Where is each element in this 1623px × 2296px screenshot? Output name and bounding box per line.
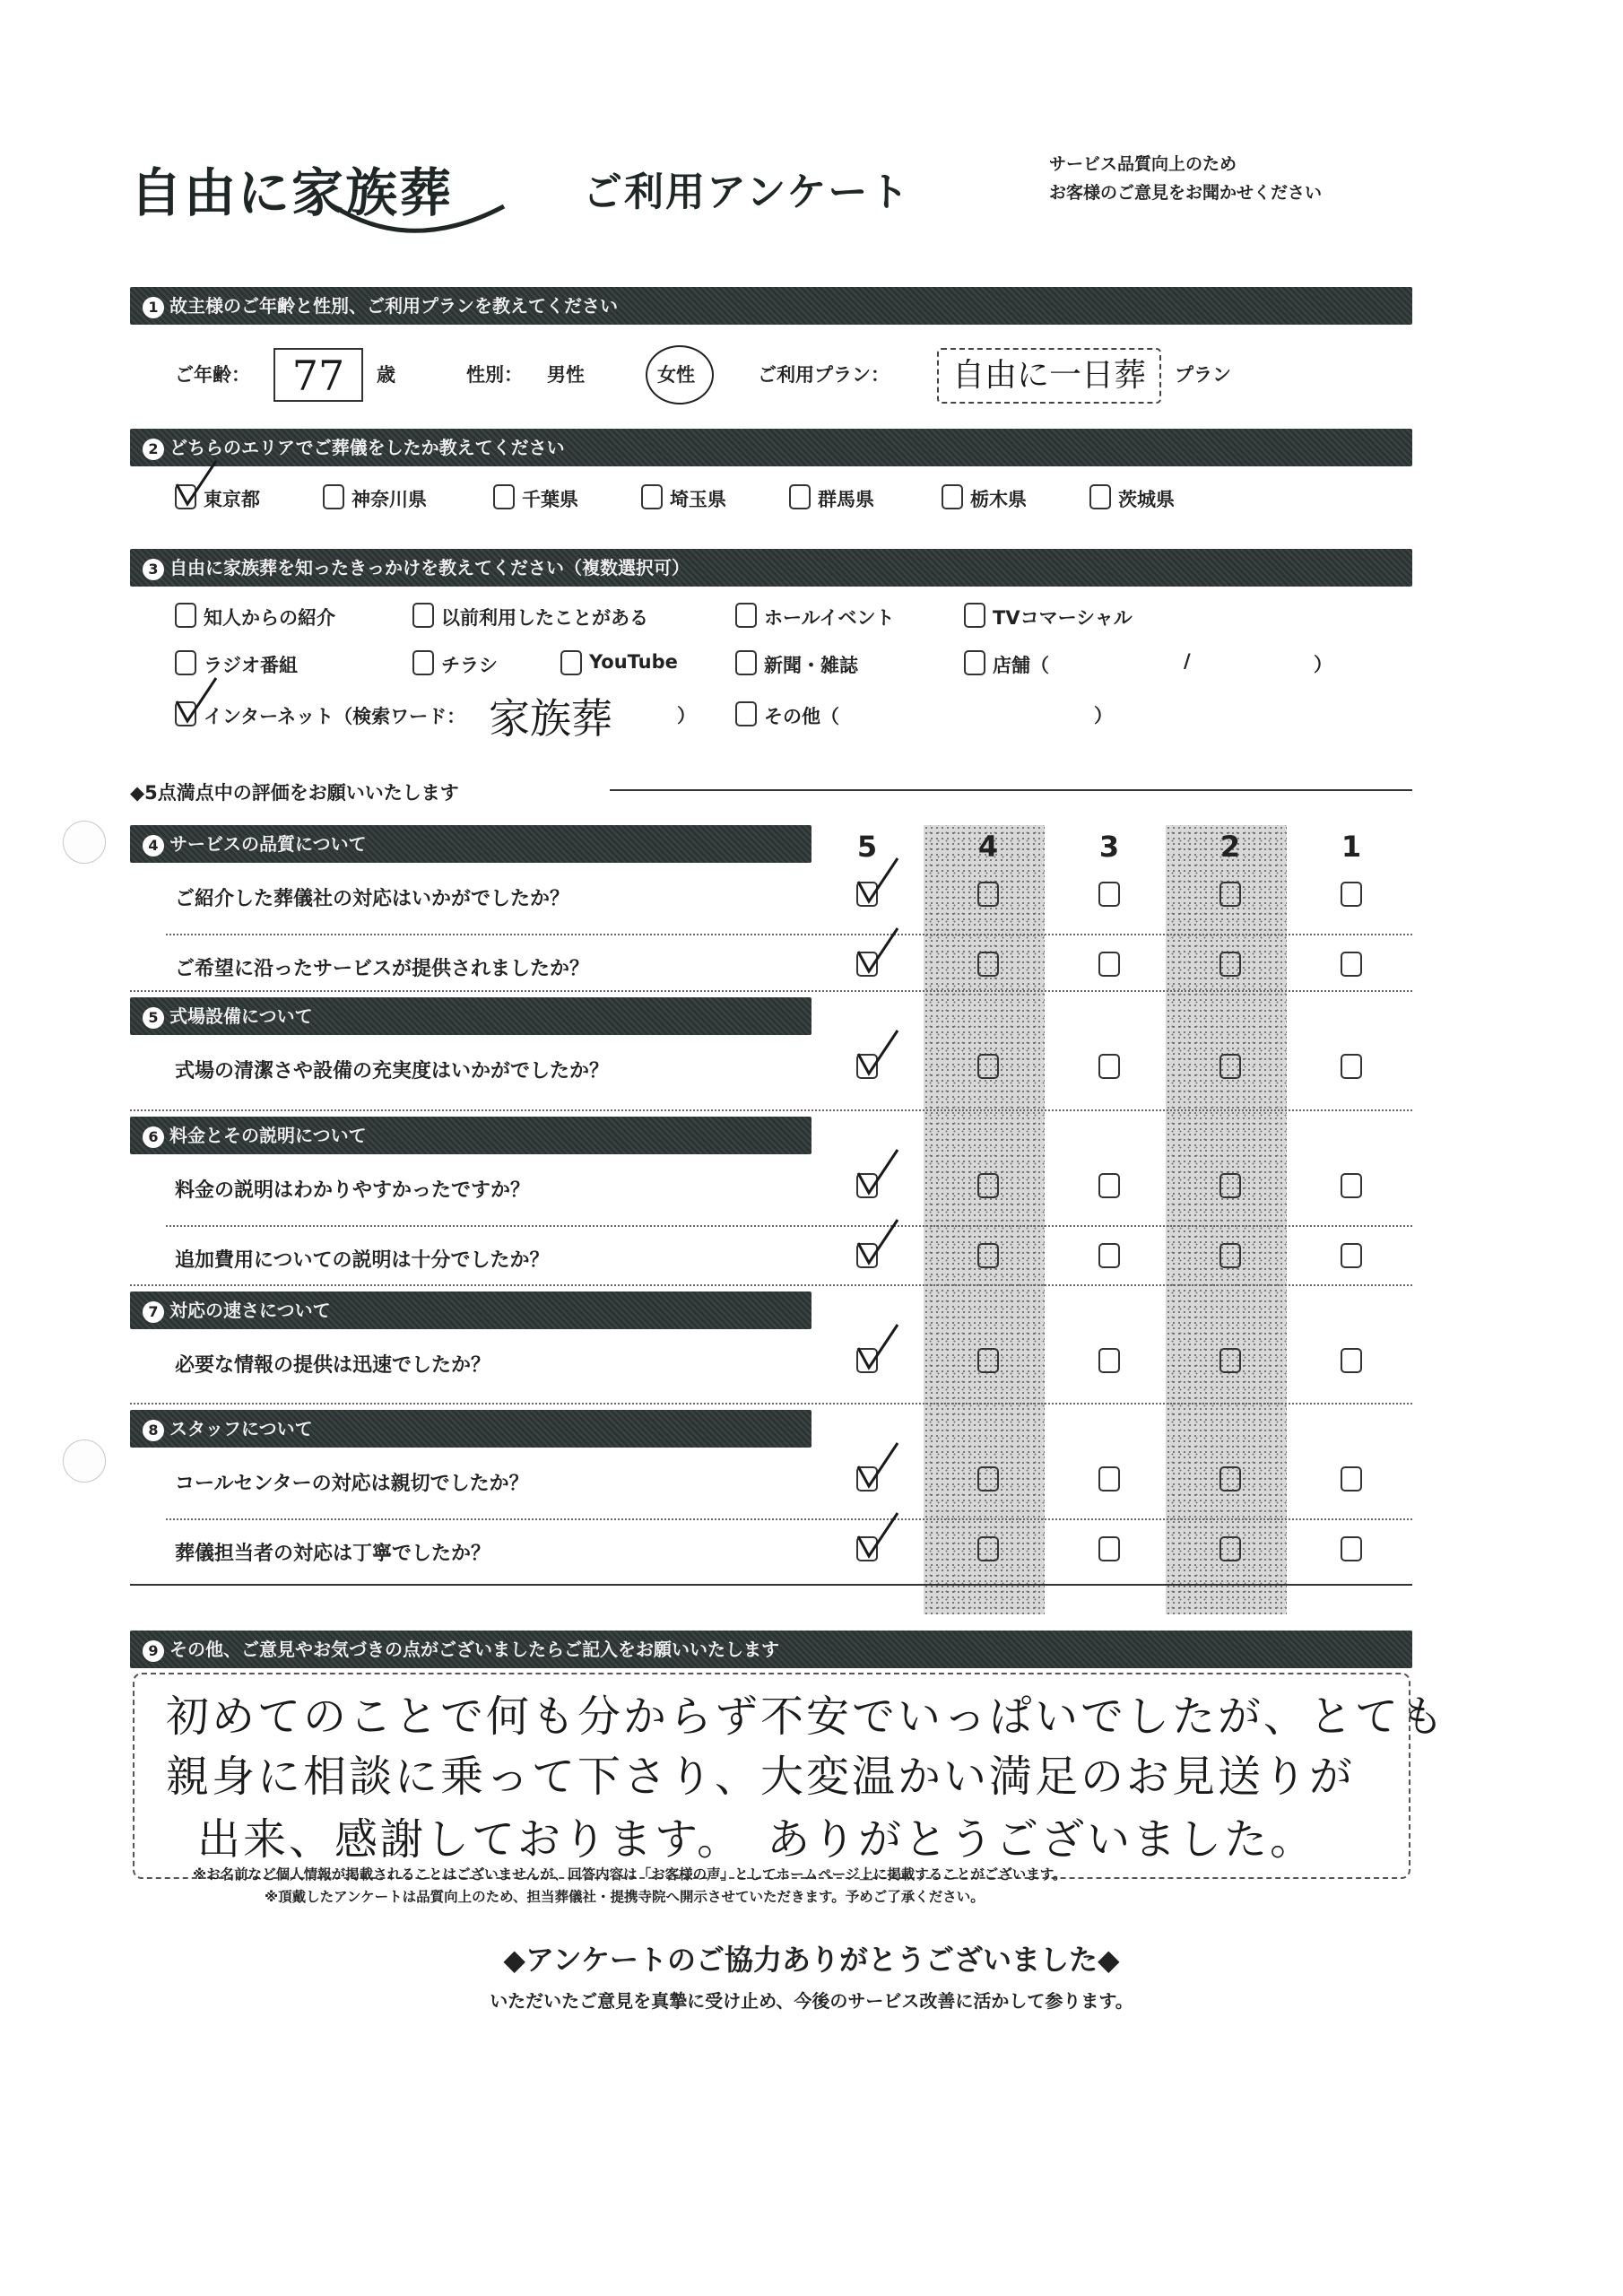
section7-heading-text: 対応の速さについて: [169, 1300, 331, 1321]
rating-question: 料金の説明はわかりやすかったですか？: [175, 1179, 531, 1202]
section-divider: [130, 990, 1412, 992]
search-word-value[interactable]: 家族葬: [489, 694, 612, 743]
punch-hole-bottom: [63, 1439, 106, 1483]
rating-checkbox-3[interactable]: [1098, 1466, 1120, 1492]
other-close-paren: ）: [1094, 705, 1113, 726]
rating-checkbox-3[interactable]: [1098, 1536, 1120, 1561]
area-option-label: 茨城県: [1118, 489, 1175, 510]
section6-number: 6: [143, 1126, 164, 1148]
logo-swoosh-icon: [334, 204, 508, 240]
rating-checkbox-1[interactable]: [1341, 1536, 1362, 1561]
source-option-label: チラシ: [441, 655, 498, 676]
checkmark-icon: [851, 855, 905, 909]
rating-scale-1: 1: [1341, 830, 1362, 864]
rating-checkbox-2[interactable]: [1219, 1348, 1241, 1373]
comment-line-1: 初めてのことで何も分からず不安でいっぱいでしたが、とても: [166, 1692, 1447, 1742]
question-divider: [166, 934, 1412, 935]
rating-checkbox-2[interactable]: [1219, 1243, 1241, 1268]
rating-scale-5: 5: [856, 830, 878, 864]
rating-question: ご紹介した葬儀社の対応はいかがでしたか？: [175, 888, 570, 910]
area-checkbox[interactable]: [323, 484, 344, 509]
section4-heading: [130, 825, 812, 863]
area-checkbox[interactable]: [1089, 484, 1111, 509]
checkmark-icon: [851, 1027, 905, 1081]
section4-number: 4: [143, 835, 164, 857]
rating-checkbox-4[interactable]: [977, 1173, 999, 1198]
section6-heading-text: 料金とその説明について: [169, 1125, 367, 1146]
section3-heading-text: 自由に家族葬を知ったきっかけを教えてください（複数選択可）: [169, 557, 690, 578]
rating-checkbox-4[interactable]: [977, 1466, 999, 1492]
source-option-label: ラジオ番組: [204, 655, 298, 676]
rating-checkbox-3[interactable]: [1098, 1173, 1120, 1198]
area-checkbox[interactable]: [641, 484, 663, 509]
source-option-label: 知人からの紹介: [204, 607, 335, 629]
age-field[interactable]: 77: [273, 348, 363, 402]
source-checkbox[interactable]: [964, 603, 985, 628]
search-close-paren: ）: [677, 705, 696, 726]
checkmark-icon: [851, 925, 905, 978]
area-option-label: 栃木県: [970, 489, 1027, 510]
rating-checkbox-4[interactable]: [977, 1054, 999, 1079]
question-divider: [166, 1518, 1412, 1520]
rating-checkbox-1[interactable]: [1341, 1054, 1362, 1079]
section-divider: [130, 1403, 1412, 1405]
section1-heading: [130, 287, 1412, 325]
area-checkbox[interactable]: [789, 484, 811, 509]
gender-label: 性別：: [466, 364, 523, 386]
section5-heading-text: 式場設備について: [169, 1005, 313, 1027]
rating-scale-4: 4: [977, 830, 999, 864]
plan-field[interactable]: 自由に一日葬: [937, 348, 1161, 404]
rating-checkbox-3[interactable]: [1098, 1243, 1120, 1268]
section9-heading: [130, 1631, 1412, 1668]
section3-heading: [130, 549, 1412, 587]
rating-checkbox-4[interactable]: [977, 882, 999, 907]
rating-question: コールセンターの対応は親切でしたか？: [175, 1473, 529, 1495]
checkmark-icon: [851, 1509, 905, 1563]
rating-checkbox-1[interactable]: [1341, 1173, 1362, 1198]
rating-question: 必要な情報の提供は迅速でしたか？: [175, 1354, 491, 1377]
rating-checkbox-2[interactable]: [1219, 1173, 1241, 1198]
source-option-label: 新聞・雑誌: [764, 655, 858, 676]
source-checkbox[interactable]: [735, 603, 757, 628]
header-note-1: サービス品質向上のため: [1049, 154, 1237, 174]
rating-checkbox-1[interactable]: [1341, 1243, 1362, 1268]
rating-checkbox-3[interactable]: [1098, 1054, 1120, 1079]
rating-checkbox-4[interactable]: [977, 1348, 999, 1373]
thanks-message: ◆アンケートのご協力ありがとうございました◆: [503, 1943, 1120, 1977]
question-divider: [166, 1225, 1412, 1227]
section9-heading-text: その他、ご意見やお気づきの点がございましたらご記入をお願いいたします: [169, 1639, 779, 1660]
area-option-label: 埼玉県: [670, 489, 726, 510]
rating-checkbox-2[interactable]: [1219, 1536, 1241, 1561]
section6-heading: [130, 1117, 812, 1154]
source-checkbox[interactable]: [560, 650, 582, 675]
section4-heading-text: サービスの品質について: [169, 833, 367, 855]
area-option-label: 群馬県: [818, 489, 874, 510]
footer-note-1: ※お名前など個人情報が掲載されることはございませんが、回答内容は「お客様の声」としてホームページ上に掲載することがございます。: [193, 1866, 1067, 1883]
section-divider: [130, 1109, 1412, 1111]
source-checkbox[interactable]: [175, 650, 196, 675]
rating-checkbox-1[interactable]: [1341, 952, 1362, 977]
rating-checkbox-1[interactable]: [1341, 1466, 1362, 1492]
rating-checkbox-3[interactable]: [1098, 882, 1120, 907]
plan-unit: プラン: [1175, 364, 1231, 386]
source-option-label: 店舗（: [993, 655, 1049, 676]
section8-heading: [130, 1410, 812, 1448]
rating-question: 式場の清潔さや設備の充実度はいかがでしたか？: [175, 1060, 610, 1083]
rating-question: 追加費用についての説明は十分でしたか？: [175, 1249, 550, 1272]
gender-option-male[interactable]: 男性: [547, 364, 585, 386]
source-option-label: YouTube: [589, 651, 678, 673]
rating-checkbox-3[interactable]: [1098, 952, 1120, 977]
gender-option-female[interactable]: 女性: [657, 364, 695, 386]
area-option-label: 千葉県: [522, 489, 578, 510]
rating-scale-2: 2: [1219, 830, 1241, 864]
rating-intro-rule: [610, 789, 1412, 791]
rating-checkbox-2[interactable]: [1219, 1054, 1241, 1079]
rating-question: ご希望に沿ったサービスが提供されましたか？: [175, 958, 590, 980]
rating-bottom-rule: [130, 1584, 1412, 1586]
age-unit: 歳: [377, 364, 395, 386]
rating-checkbox-4[interactable]: [977, 1536, 999, 1561]
source-checkbox[interactable]: [735, 650, 757, 675]
rating-checkbox-4[interactable]: [977, 952, 999, 977]
rating-checkbox-3[interactable]: [1098, 1348, 1120, 1373]
section2-heading-text: どちらのエリアでご葬儀をしたか教えてください: [169, 437, 565, 458]
section5-number: 5: [143, 1007, 164, 1029]
section1-number: 1: [143, 297, 164, 318]
footer-note-2: ※頂戴したアンケートは品質向上のため、担当葬儀社・提携寺院へ開示させていただきます。予めご了承ください。: [265, 1889, 985, 1905]
area-checkbox[interactable]: [493, 484, 515, 509]
plan-label: ご利用プラン：: [758, 364, 890, 386]
section5-heading: [130, 997, 812, 1035]
rating-intro: ◆5点満点中の評価をお願いいたします: [130, 782, 459, 804]
source-option-label: その他（: [764, 706, 839, 727]
section7-heading: [130, 1292, 812, 1329]
area-option-label: 東京都: [204, 489, 260, 510]
section2-number: 2: [143, 439, 164, 460]
area-option-label: 神奈川県: [352, 489, 427, 510]
rating-checkbox-4[interactable]: [977, 1243, 999, 1268]
brand-logo: 自由に家族葬: [130, 162, 454, 223]
comment-textarea[interactable]: [133, 1673, 1447, 1879]
source-option-label: 以前利用したことがある: [441, 607, 648, 629]
section3-number: 3: [143, 559, 164, 580]
comment-line-2: 親身に相談に乗って下さり、大変温かい満足のお見送りが: [166, 1752, 1356, 1802]
source-checkbox[interactable]: [412, 603, 434, 628]
comment-line-3: 出来、感謝しております。 ありがとうございました。: [197, 1814, 1316, 1865]
punch-hole-top: [63, 821, 106, 864]
header-note-2: お客様のご意見をお聞かせください: [1049, 183, 1323, 203]
section2-heading: [130, 429, 1412, 466]
rating-checkbox-2[interactable]: [1219, 1466, 1241, 1492]
rating-question: 葬儀担当者の対応は丁寧でしたか？: [175, 1543, 491, 1565]
area-checkbox[interactable]: [942, 484, 963, 509]
source-checkbox[interactable]: [412, 650, 434, 675]
column-2-shade: [1166, 825, 1287, 1614]
checkmark-icon: [851, 1146, 905, 1200]
rating-scale-3: 3: [1098, 830, 1120, 864]
section7-number: 7: [143, 1301, 164, 1323]
source-option-label: ホールイベント: [764, 607, 895, 629]
source-checkbox[interactable]: [175, 603, 196, 628]
column-4-shade: [924, 825, 1045, 1614]
section8-heading-text: スタッフについて: [169, 1418, 313, 1439]
checkmark-icon: [851, 1216, 905, 1270]
rating-checkbox-2[interactable]: [1219, 882, 1241, 907]
store-close-paren: ）: [1314, 654, 1332, 675]
rating-checkbox-1[interactable]: [1341, 882, 1362, 907]
section8-number: 8: [143, 1420, 164, 1441]
source-checkbox[interactable]: [735, 701, 757, 726]
source-option-label: インターネット（検索ワード：: [204, 706, 466, 727]
store-slash: /: [1184, 650, 1191, 672]
section9-number: 9: [143, 1640, 164, 1662]
section1-heading-text: 故主様のご年齢と性別、ご利用プランを教えてください: [169, 295, 618, 317]
source-checkbox[interactable]: [964, 650, 985, 675]
section-divider: [130, 1284, 1412, 1286]
checkmark-icon: [851, 1439, 905, 1493]
page-title: ご利用アンケート: [583, 170, 911, 215]
age-label: ご年齢：: [175, 364, 250, 386]
rating-checkbox-1[interactable]: [1341, 1348, 1362, 1373]
source-option-label: TVコマーシャル: [993, 607, 1133, 629]
rating-checkbox-2[interactable]: [1219, 952, 1241, 977]
checkmark-icon: [851, 1321, 905, 1375]
thanks-subtext: いただいたご意見を真摯に受け止め、今後のサービス改善に活かして参ります。: [490, 1990, 1133, 2012]
